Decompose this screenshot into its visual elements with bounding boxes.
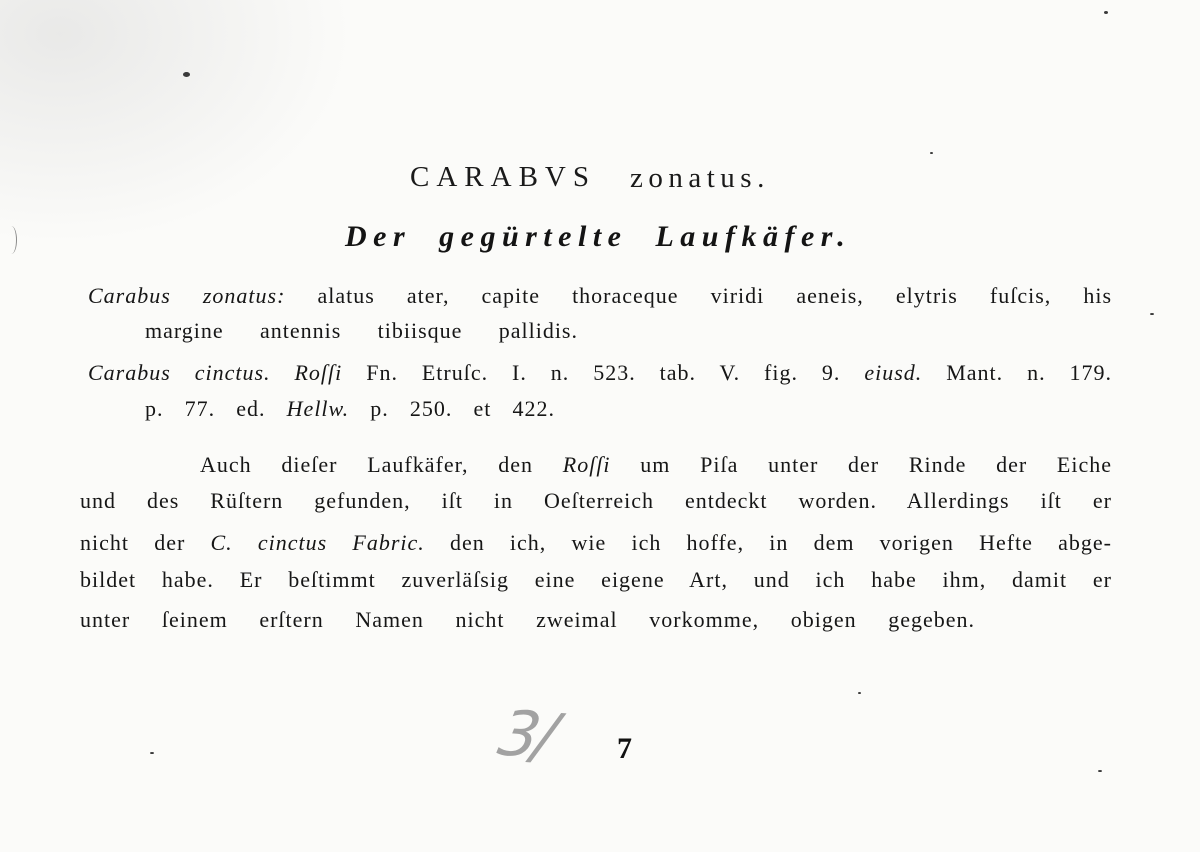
speck [930, 152, 933, 154]
paragraph-italic: C. cinctus Fabric. [210, 530, 425, 555]
paragraph-text: bildet habe. Er beſtimmt zuverläſsig eine eigene Art, und ich habe ihm, damit er [80, 567, 1112, 592]
synonym-line [145, 320, 578, 346]
paragraph-line [80, 569, 1112, 595]
title-species: zonatus. [630, 162, 770, 194]
title-genus: CARABVS [410, 161, 596, 193]
synonym-line [145, 398, 555, 424]
paragraph-text: den ich, wie ich hoffe, in dem vorigen Hefte abge- [449, 530, 1112, 555]
synonym-line [88, 285, 1112, 311]
paragraph-line [80, 532, 1112, 558]
speck [1104, 11, 1108, 14]
paragraph-text: Auch dieſer Laufkäfer, den [200, 452, 534, 477]
paragraph-text: und des Rüſtern gefunden, iſt in Oeſterreich entdeckt worden. Allerdings iſt er [80, 488, 1112, 513]
edge-bleed-mark [6, 226, 17, 254]
speck [150, 752, 154, 754]
synonym-reference: Fn. Etruſc. I. n. 523. tab. V. fig. 9. [366, 360, 841, 385]
speck [183, 72, 190, 77]
handwritten-pencil-note: 3/ [492, 696, 560, 773]
speck [1150, 313, 1154, 315]
paragraph-text: unter ſeinem erſtern Namen nicht zweimal vorkomme, obigen gegeben. [80, 607, 975, 632]
synonym-reference: p. 250. et 422. [370, 396, 556, 421]
paragraph-line [200, 454, 1112, 480]
synonym-editor: Hellw. [286, 396, 350, 421]
synonym-ibid: eiusd. [864, 360, 923, 385]
synonym-name: Carabus zonatus: [88, 283, 286, 308]
synonym-line [88, 362, 1112, 388]
speck [858, 692, 861, 694]
subtitle: Der gegürtelte Laufkäfer. [345, 220, 852, 253]
paragraph-italic: Roſſi [562, 452, 611, 477]
page-number: 7 [617, 732, 632, 765]
synonym-author: Roſſi [294, 360, 343, 385]
paragraph-text: um Piſa unter der Rinde der Eiche [640, 452, 1113, 477]
paragraph-text: nicht der [80, 530, 186, 555]
paragraph-line [80, 490, 1112, 516]
synonym-name: Carabus cinctus. [88, 360, 271, 385]
speck [1098, 770, 1102, 772]
synonym-description: margine antennis tibiisque pallidis. [145, 318, 578, 343]
synonym-reference: p. 77. ed. [145, 396, 266, 421]
paragraph-line [80, 609, 975, 635]
synonym-reference: Mant. n. 179. [946, 360, 1113, 385]
synonym-description: alatus ater, capite thoraceque viridi aeneis, elytris fuſcis, his [317, 283, 1113, 308]
